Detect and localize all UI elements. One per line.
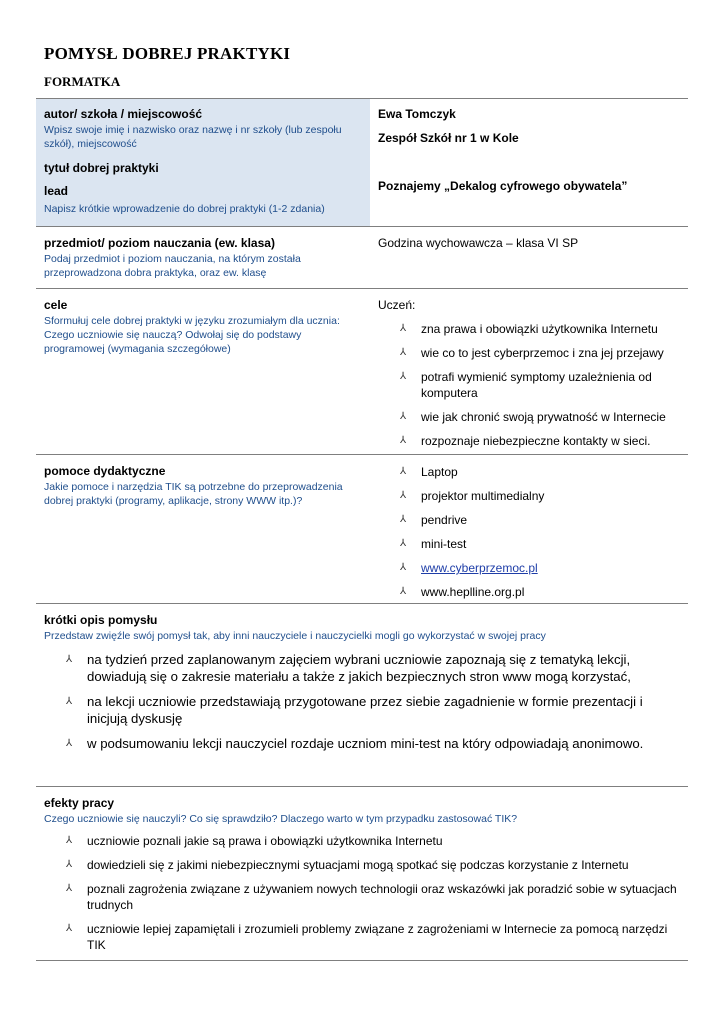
school-name: Zespół Szkół nr 1 w Kole [378,131,519,145]
list-item: ⅄ dowiedzieli się z jakimi niebezpiecznymi sytuacjami mogą spotkać się podczas korzystanie z Internetu [66,858,629,872]
bullet-icon: ⅄ [66,883,73,894]
goals-label-cell [36,289,370,454]
document-title: POMYSŁ DOBREJ PRAKTYKI [44,44,291,63]
list-item: ⅄ rozpoznaje niebezpieczne kontakty w sieci. [400,434,651,448]
list-item: ⅄ projektor multimedialny [400,489,545,503]
description-section [36,604,688,786]
description-list [66,651,683,752]
list-item: ⅄ pendrive [400,513,468,527]
bullet-icon: ⅄ [66,859,73,870]
bullet-icon: ⅄ [400,323,407,334]
results-hint: Czego uczniowie się nauczyli? Co się sprawdziło? Dlaczego warto w tym przypadku zastosować TIK? [44,813,518,825]
resources-label-cell [36,455,370,603]
bullet-icon: ⅄ [400,435,407,446]
subject-label-cell [36,227,370,287]
subject-value: Godzina wychowawcza – klasa VI SP [378,236,579,250]
bullet-icon: ⅄ [400,347,407,358]
subject-label: przedmiot/ poziom nauczania (ew. klasa) [44,236,275,250]
bullet-icon: ⅄ [400,514,407,525]
author-label: autor/ szkoła / miejscowość [44,107,203,121]
bullet-icon: ⅄ [400,586,407,597]
author-hint: Wpisz swoje imię i nazwisko oraz nazwę i nr szkoły (lub zespołu szkół), miejscowość [44,124,342,150]
author-info-cell [36,99,370,226]
bullet-icon: ⅄ [66,654,73,665]
goals-label: cele [44,298,68,312]
subject-value-cell [370,227,688,287]
bullet-icon: ⅄ [400,490,407,501]
practice-title-label: tytuł dobrej praktyki [44,161,159,175]
results-label: efekty pracy [44,796,115,810]
list-item: ⅄ w podsumowaniu lekcji nauczyciel rozdaje uczniom mini-test na który odpowiadają anonimowo. [66,736,644,751]
bullet-icon: ⅄ [400,466,407,477]
bullet-icon: ⅄ [400,562,407,573]
bullet-icon: ⅄ [66,696,73,707]
goals-intro: Uczeń: [378,298,416,312]
lead-label: lead [44,184,69,198]
cyberprzemoc-link[interactable]: www.cyberprzemoc.pl [421,561,538,575]
description-label: krótki opis pomysłu [44,613,158,627]
resources-label: pomoce dydaktyczne [44,464,166,478]
goals-value-cell [370,289,688,454]
list-item: ⅄ mini-test [400,537,467,551]
list-item: ⅄ www.heplline.org.pl [400,585,525,599]
bullet-icon: ⅄ [66,923,73,934]
list-item: ⅄ na lekcji uczniowie przedstawiają przygotowane przez siebie zagadnienie w formie prezentacji i inicjują dyskusję [66,694,643,726]
results-list [66,833,683,953]
list-item: ⅄ Laptop [400,465,458,479]
list-item: ⅄ zna prawa i obowiązki użytkownika Internetu [400,322,658,336]
resources-list [400,464,683,600]
goals-list [400,321,683,449]
list-item: ⅄ na tydzień przed zaplanowanym zajęciem wybrani uczniowie zapoznają się z tematyką lekcji, dowiadują się o zakresie materiału a także z jakich bezpiecznych stron www mogą korzystać, [66,652,631,684]
bullet-icon: ⅄ [400,371,407,382]
bullet-icon: ⅄ [66,738,73,749]
list-item: ⅄ potrafi wymienić symptomy uzależnienia od komputera [400,370,652,400]
goals-hint: Sformułuj cele dobrej praktyki w języku zrozumiałym dla ucznia: Czego uczniowie się nauczą? Odwołaj się do podstawy programowej (wymagania szczegółowe) [44,315,340,355]
list-item: ⅄ uczniowie poznali jakie są prawa i obowiązki użytkownika Internetu [66,834,443,848]
list-item [400,560,683,576]
resources-hint: Jakie pomoce i narzędzia TIK są potrzebne do przeprowadzenia dobrej praktyki (programy, aplikacje, strony WWW itp.)? [44,481,343,507]
list-item: ⅄ wie co to jest cyberprzemoc i zna jej przejawy [400,346,664,360]
divider [36,960,688,961]
document-subtitle: FORMATKA [44,74,121,89]
resources-value-cell [370,455,688,603]
description-hint: Przedstaw zwięźle swój pomysł tak, aby inni nauczyciele i nauczycielki mogli go wykorzystać w swojej pracy [44,630,546,642]
list-item: ⅄ poznali zagrożenia związane z używaniem nowych technologii oraz wskazówki jak poradzić sobie w sytuacjach trudnych [66,882,677,912]
practice-title: Poznajemy „Dekalog cyfrowego obywatela” [378,179,628,193]
list-item: ⅄ uczniowie lepiej zapamiętali i zrozumieli problemy związane z zagrożeniami w Internecie za pomocą narzędzi TIK [66,922,668,952]
bullet-icon: ⅄ [400,411,407,422]
lead-hint: Napisz krótkie wprowadzenie do dobrej praktyki (1-2 zdania) [44,203,325,215]
subject-hint: Podaj przedmiot i poziom nauczania, na którym została przeprowadzona dobra praktyka, oraz ew. klasę [44,253,301,279]
list-item: ⅄ wie jak chronić swoją prywatność w Internecie [400,410,666,424]
results-section [36,787,688,960]
author-name: Ewa Tomczyk [378,107,456,121]
author-values-cell [370,99,688,226]
bullet-icon: ⅄ [66,835,73,846]
bullet-icon: ⅄ [400,538,407,549]
